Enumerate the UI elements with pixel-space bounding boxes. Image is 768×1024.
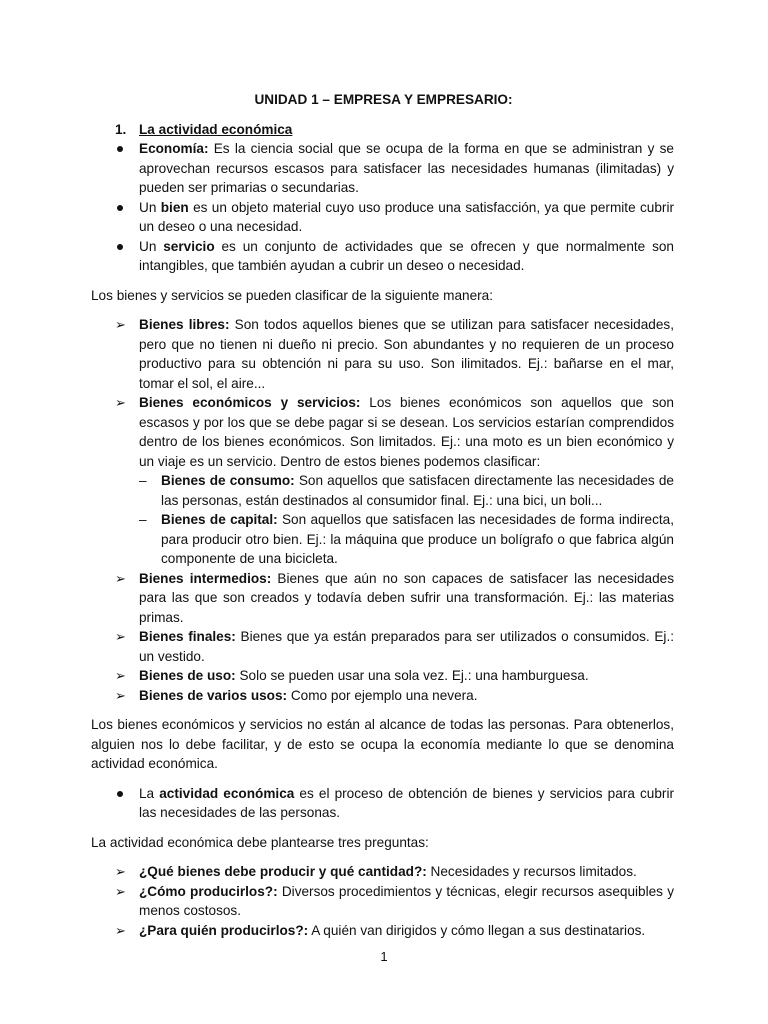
definition: Bienes que ya están preparados para ser utilizados o consumidos. Ej.: un vestido. [139, 629, 675, 664]
list-item [91, 139, 674, 198]
term: Bienes de uso: [139, 668, 236, 683]
list-item [91, 686, 674, 706]
definition: Son aquellos que satisfacen directamente las necesidades de las personas, están destinados al consumidor final. Ej.: una bici, un boli... [161, 473, 674, 508]
section-number: 1. [115, 121, 127, 137]
definition: Son aquellos que satisfacen las necesidades de forma indirecta, para producir otro bien. Ej.: la máquina que produce un bolígrafo o que fabrica algún componente de una bicicleta. [161, 512, 674, 566]
list-item [91, 393, 674, 471]
arrow-bullet-icon: ➢ [115, 395, 126, 410]
definition: Diversos procedimientos y técnicas, elegir recursos asequibles y menos costosos. [139, 883, 674, 918]
term: Bienes de consumo: [161, 473, 295, 488]
paragraph: Los bienes y servicios se pueden clasificar de la siguiente manera: [91, 287, 493, 303]
arrow-bullet-icon: ➢ [115, 922, 126, 938]
list-item [91, 627, 674, 666]
prefix: Un [139, 199, 161, 215]
list-item [91, 882, 674, 921]
arrow-bullet-icon: ➢ [115, 629, 126, 644]
arrow-bullet-icon: ➢ [115, 570, 126, 586]
term: Bienes económicos y servicios: [139, 395, 361, 410]
arrow-bullet-icon: ➢ [115, 883, 126, 899]
definition: Son todos aquellos bienes que se utilizan para satisfacer necesidades, pero que no tienen ni dueño ni precio. Son abundantes y no requieren de un proceso productivo para su obtención ni para su uso. Son ilimitados. Ej.: bañarse en el mar, tomar el sol, el aire... [139, 317, 674, 391]
definition: es un conjunto de actividades que se ofrecen y que normalmente son intangibles, que también ayudan a cubrir un deseo o necesidad. [139, 238, 674, 273]
activity-bullet-list [91, 784, 674, 823]
definition: Necesidades y recursos limitados. [426, 864, 637, 879]
definition: Los bienes económicos son aquellos que son escasos y por los que se debe pagar si se desean. Los servicios estarían comprendidos dentro de los bienes económicos. Son limitados. Ej.: una moto es un bien económico y un viaje es un servicio. Dentro de estos bienes podemos clasificar: [139, 395, 674, 469]
definition: Bienes que aún no son capaces de satisfacer las necesidades para las que son creados y todavía deben sufrir una transformación. Ej.: las materias primas. [139, 570, 674, 625]
term: ¿Qué bienes debe producir y qué cantidad?: [139, 864, 427, 879]
definition: es el proceso de obtención de bienes y servicios para cubrir las necesidades de las personas. [139, 785, 674, 820]
section-heading [91, 120, 674, 140]
term: Bienes intermedios: [139, 570, 272, 586]
sub-list-item [91, 510, 674, 569]
sub-list-item [91, 471, 674, 510]
list-item [91, 921, 674, 941]
arrow-bullet-icon: ➢ [115, 317, 126, 332]
questions-list [91, 862, 674, 940]
list-item [91, 198, 674, 237]
definition: Como por ejemplo una nevera. [287, 687, 478, 703]
term: Bienes libres: [139, 317, 230, 332]
list-item [91, 237, 674, 276]
definition: A quién van dirigidos y cómo llegan a sus destinatarios. [308, 922, 646, 938]
term: bien [160, 199, 189, 215]
definition: Solo se pueden usar una sola vez. Ej.: una hamburguesa. [235, 668, 589, 683]
list-item [91, 784, 674, 823]
term: servicio [163, 238, 215, 254]
term: Bienes finales: [139, 629, 236, 644]
bullet-dot-icon [117, 244, 123, 250]
list-item [91, 315, 674, 393]
term: Economía: [139, 141, 209, 156]
intro-bullet-list [91, 139, 674, 276]
term: actividad económica [159, 785, 295, 801]
definition: es un objeto material cuyo uso produce una satisfacción, ya que permite cubrir un deseo o una necesidad. [139, 199, 674, 234]
dash-bullet-icon: – [139, 512, 147, 527]
list-item [91, 666, 674, 686]
prefix: La [139, 785, 160, 801]
term: ¿Cómo producirlos?: [139, 883, 278, 899]
document-content [91, 90, 674, 940]
section-title: La actividad económica [139, 121, 293, 137]
page-number: 1 [380, 949, 388, 964]
arrow-bullet-icon: ➢ [115, 864, 126, 879]
dash-bullet-icon: – [139, 473, 147, 488]
page-title: UNIDAD 1 – EMPRESA Y EMPRESARIO: [254, 92, 513, 107]
list-item [91, 569, 674, 628]
prefix: Un [139, 238, 164, 254]
paragraph: Los bienes económicos y servicios no están al alcance de todas las personas. Para obtenerlos, alguien nos lo debe facilitar, y de esto se ocupa la economía mediante lo que se denomina actividad económica. [91, 717, 674, 771]
arrow-bullet-icon: ➢ [115, 668, 126, 683]
paragraph: La actividad económica debe plantearse tres preguntas: [91, 834, 429, 850]
bullet-dot-icon [117, 791, 123, 797]
bullet-dot-icon [117, 205, 123, 211]
bullet-dot-icon [117, 146, 123, 152]
term: Bienes de varios usos: [139, 687, 288, 703]
term: ¿Para quién producirlos?: [139, 922, 309, 938]
classification-list [91, 315, 674, 705]
arrow-bullet-icon: ➢ [115, 687, 126, 703]
definition: Es la ciencia social que se ocupa de la forma en que se administran y se aprovechan recursos escasos para satisfacer las necesidades humanas (ilimitadas) y pueden ser primarias o secundarias. [139, 141, 674, 195]
term: Bienes de capital: [161, 512, 278, 527]
list-item [91, 862, 674, 882]
